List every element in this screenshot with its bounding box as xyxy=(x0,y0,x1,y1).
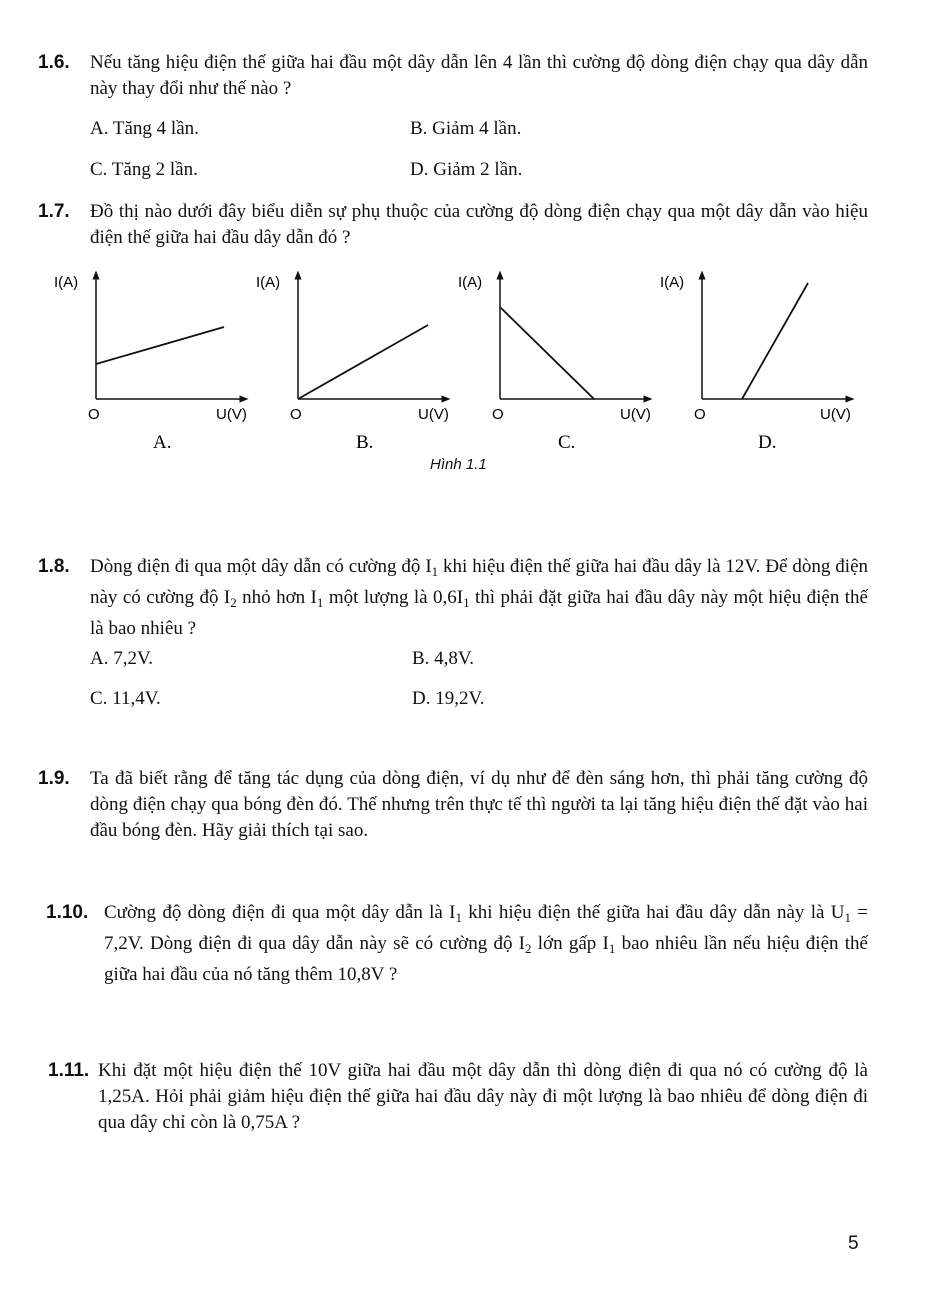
graph-letter: D. xyxy=(758,432,777,453)
graph-line xyxy=(500,307,594,399)
question-text: Cường độ dòng điện đi qua một dây dẫn là $I_1$ khi hiệu điện thế giữa hai đầu dây dẫn này là $U_1 = 7,2V$. Dòng điện đi qua dây dẫn này sẽ có cường độ $I_2$ lớn gấp $I_1$ bao nhiêu lần nếu hiệu điện thế giữa hai đầu của nó tăng thêm 10,8V ? xyxy=(104,902,869,985)
question-number: 1.9. xyxy=(38,768,70,789)
question-text: Nếu tăng hiệu điện thế giữa hai đầu một dây dẫn lên 4 lần thì cường độ dòng điện chạy qua dây dẫn này thay đổi như thế nào ? xyxy=(90,52,868,99)
option-b: B. Giảm 4 lần. xyxy=(410,118,522,139)
question-text: Đồ thị nào dưới đây biểu diễn sự phụ thuộc của cường độ dòng điện chạy qua một dây dẫn vào hiệu điện thế giữa hai đầu dây dẫn đó ? xyxy=(90,201,868,248)
graph-line xyxy=(742,283,808,399)
option-a: A. Tăng 4 lần. xyxy=(90,118,199,139)
question-number: 1.11. xyxy=(48,1060,90,1081)
graph-line xyxy=(298,325,428,399)
question-number: 1.10. xyxy=(46,902,89,923)
question-text: Dòng điện đi qua một dây dẫn có cường độ $I_1$ khi hiệu điện thế giữa hai đầu dây là 12V. Để dòng điện này có cường độ $I_2$ nhỏ hơn $I_1$ một lượng là $0,6I_1$ thì phải đặt giữa hai đầu dây này một hiệu điện thế là bao nhiêu ? xyxy=(90,556,869,639)
origin-label: O xyxy=(694,406,706,423)
question-number: 1.7. xyxy=(38,201,70,222)
option-b: B. 4,8V. xyxy=(412,648,474,669)
question-1-7 xyxy=(38,199,868,251)
x-axis-label: U(V) xyxy=(418,406,449,423)
option-a: A. 7,2V. xyxy=(90,648,153,669)
graph-a xyxy=(54,274,247,453)
graph-d xyxy=(660,274,851,453)
question-text: Ta đã biết rằng để tăng tác dụng của dòng điện, ví dụ như để đèn sáng hơn, thì phải tăng cường độ dòng điện chạy qua bóng đèn đó. Thế nhưng trên thực tế thì người ta lại tăng hiệu điện thế đặt vào hai đầu bóng đèn. Hãy giải thích tại sao. xyxy=(90,768,868,841)
option-c: C. Tăng 2 lần. xyxy=(90,159,198,180)
page-number: 5 xyxy=(848,1233,859,1254)
x-axis-label: U(V) xyxy=(820,406,851,423)
question-1-10 xyxy=(38,900,868,988)
question-1-6 xyxy=(38,50,868,102)
figure-caption: Hình 1.1 xyxy=(430,456,487,473)
graph-line xyxy=(96,327,224,364)
graph-c xyxy=(458,274,651,453)
option-c: C. 11,4V. xyxy=(90,688,161,709)
x-axis-label: U(V) xyxy=(620,406,651,423)
graph-letter: C. xyxy=(558,432,576,453)
option-d: D. Giảm 2 lần. xyxy=(410,159,523,180)
y-axis-label: I(A) xyxy=(660,274,685,291)
y-axis-label: I(A) xyxy=(54,274,79,291)
question-1-11 xyxy=(38,1058,868,1136)
x-axis-label: U(V) xyxy=(216,406,247,423)
question-number: 1.8. xyxy=(38,556,70,577)
graph-letter: B. xyxy=(356,432,374,453)
origin-label: O xyxy=(492,406,504,423)
question-1-9 xyxy=(38,766,868,844)
question-text: Khi đặt một hiệu điện thế 10V giữa hai đầu một dây dẫn thì dòng điện đi qua nó có cường độ là 1,25A. Hỏi phải giảm hiệu điện thế giữa hai đầu dây này đi một lượng là bao nhiêu để dòng điện đi qua dây chỉ còn là 0,75A ? xyxy=(98,1060,868,1133)
question-1-8 xyxy=(38,554,868,642)
y-axis-label: I(A) xyxy=(256,274,281,291)
figure-1-1 xyxy=(40,265,870,455)
graph-letter: A. xyxy=(153,432,172,453)
y-axis-label: I(A) xyxy=(458,274,483,291)
origin-label: O xyxy=(290,406,302,423)
graph-b xyxy=(256,274,449,453)
option-d: D. 19,2V. xyxy=(412,688,485,709)
origin-label: O xyxy=(88,406,100,423)
question-number: 1.6. xyxy=(38,52,70,73)
